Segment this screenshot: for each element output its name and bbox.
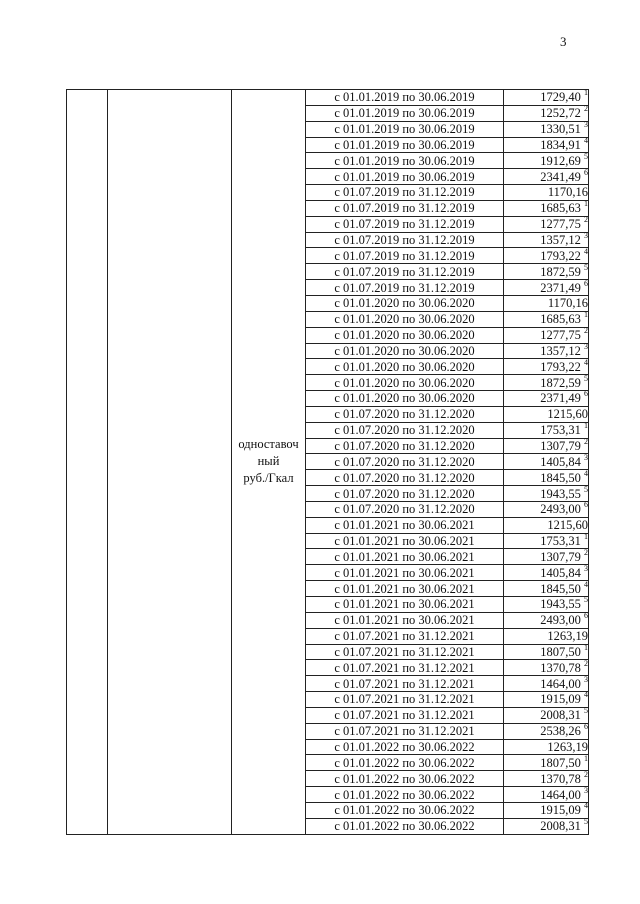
period-cell: с 01.01.2020 по 30.06.2020 (306, 359, 504, 375)
period-cell: с 01.07.2020 по 31.12.2020 (306, 501, 504, 517)
period-cell: с 01.01.2019 по 30.06.2019 (306, 137, 504, 153)
tariff-value-cell (504, 391, 589, 407)
tariff-type-line2: ный (257, 454, 280, 469)
footnote-marker: 2 (584, 547, 588, 557)
period-cell: с 01.01.2022 по 30.06.2022 (306, 787, 504, 803)
tariff-value: 2008,31 (540, 819, 581, 834)
tariff-value-cell (504, 105, 589, 121)
tariff-value-cell (504, 422, 589, 438)
period-cell: с 01.01.2022 по 30.06.2022 (306, 802, 504, 818)
tariff-value-cell (504, 90, 589, 106)
footnote-marker: 4 (584, 246, 588, 256)
tariff-value-cell (504, 264, 589, 280)
period-cell: с 01.01.2020 по 30.06.2020 (306, 327, 504, 343)
tariff-value: 2493,00 (540, 613, 581, 628)
tariff-value: 1277,75 (540, 217, 581, 232)
tariff-value-cell (504, 248, 589, 264)
tariff-value-cell (504, 597, 589, 613)
footnote-marker: 1 (584, 310, 588, 320)
tariff-type-line1: одноставоч (238, 437, 299, 452)
tariff-value-cell (504, 327, 589, 343)
footnote-marker: 2 (584, 658, 588, 668)
period-cell: с 01.07.2021 по 31.12.2021 (306, 707, 504, 723)
period-cell: с 01.07.2021 по 31.12.2021 (306, 644, 504, 660)
period-cell: с 01.07.2020 по 31.12.2020 (306, 470, 504, 486)
period-cell: с 01.01.2022 по 30.06.2022 (306, 739, 504, 755)
footnote-marker: 1 (584, 421, 588, 431)
tariff-value-cell (504, 359, 589, 375)
tariff-value-cell (504, 818, 589, 834)
tariff-value: 1915,09 (540, 692, 581, 707)
tariff-value-cell (504, 406, 589, 422)
footnote-marker: 5 (584, 817, 588, 827)
tariff-value: 1685,63 (540, 312, 581, 327)
tariff-value: 1263,19 (547, 629, 588, 644)
period-cell: с 01.07.2021 по 31.12.2021 (306, 628, 504, 644)
tariff-value-cell (504, 343, 589, 359)
footnote-marker: 3 (584, 120, 588, 130)
tariff-value: 1845,50 (540, 581, 581, 596)
tariff-value-cell (504, 121, 589, 137)
tariff-type-cell (232, 90, 306, 835)
tariff-value: 1807,50 (540, 644, 581, 659)
footnote-marker: 4 (584, 357, 588, 367)
period-cell: с 01.01.2019 по 30.06.2019 (306, 169, 504, 185)
footnote-marker: 5 (584, 262, 588, 272)
footnote-marker: 3 (584, 341, 588, 351)
period-cell: с 01.07.2019 по 31.12.2019 (306, 280, 504, 296)
tariff-value-cell (504, 787, 589, 803)
footnote-marker: 3 (584, 674, 588, 684)
period-cell: с 01.01.2020 по 30.06.2020 (306, 343, 504, 359)
period-cell: с 01.01.2020 по 30.06.2020 (306, 295, 504, 311)
footnote-marker: 6 (584, 500, 588, 510)
footnote-marker: 4 (584, 690, 588, 700)
tariff-value-cell (504, 581, 589, 597)
period-cell: с 01.07.2020 по 31.12.2020 (306, 406, 504, 422)
footnote-marker: 1 (584, 88, 588, 98)
footnote-marker: 5 (584, 595, 588, 605)
tariff-value-cell (504, 486, 589, 502)
tariff-value: 1943,55 (540, 486, 581, 501)
tariff-value: 1263,19 (547, 740, 588, 755)
footnote-marker: 5 (584, 484, 588, 494)
footnote-marker: 5 (584, 706, 588, 716)
tariff-value-cell (504, 723, 589, 739)
period-cell: с 01.07.2021 по 31.12.2021 (306, 723, 504, 739)
tariff-table-body (67, 90, 589, 835)
tariff-value-cell (504, 802, 589, 818)
tariff-value-cell (504, 771, 589, 787)
tariff-value-cell (504, 185, 589, 201)
footnote-marker: 6 (584, 167, 588, 177)
period-cell: с 01.07.2019 по 31.12.2019 (306, 232, 504, 248)
tariff-value: 2341,49 (540, 169, 581, 184)
tariff-value-cell (504, 153, 589, 169)
tariff-value: 1753,31 (540, 534, 581, 549)
tariff-value-cell (504, 232, 589, 248)
footnote-marker: 6 (584, 278, 588, 288)
tariff-value: 1277,75 (540, 328, 581, 343)
tariff-value-cell (504, 755, 589, 771)
period-cell: с 01.01.2019 по 30.06.2019 (306, 90, 504, 106)
tariff-value-cell (504, 200, 589, 216)
tariff-value-cell (504, 549, 589, 565)
table-row (67, 90, 589, 106)
footnote-marker: 4 (584, 135, 588, 145)
period-cell: с 01.01.2021 по 30.06.2021 (306, 612, 504, 628)
tariff-value: 1753,31 (540, 423, 581, 438)
period-cell: с 01.07.2019 по 31.12.2019 (306, 185, 504, 201)
tariff-value: 1330,51 (540, 122, 581, 137)
period-cell: с 01.07.2020 по 31.12.2020 (306, 422, 504, 438)
tariff-value-cell (504, 692, 589, 708)
tariff-value-cell (504, 644, 589, 660)
footnote-marker: 4 (584, 468, 588, 478)
tariff-value-cell (504, 501, 589, 517)
tariff-value: 1845,50 (540, 470, 581, 485)
tariff-value-cell (504, 169, 589, 185)
tariff-value: 1307,79 (540, 549, 581, 564)
empty-column-2-cell (108, 90, 232, 835)
footnote-marker: 2 (584, 769, 588, 779)
footnote-marker: 3 (584, 231, 588, 241)
period-cell: с 01.07.2020 по 31.12.2020 (306, 486, 504, 502)
tariff-value: 1170,16 (547, 185, 588, 200)
tariff-value-cell (504, 533, 589, 549)
tariff-value: 1370,78 (540, 660, 581, 675)
period-cell: с 01.07.2021 по 31.12.2021 (306, 692, 504, 708)
tariff-value: 1370,78 (540, 771, 581, 786)
tariff-value-cell (504, 470, 589, 486)
footnote-marker: 4 (584, 801, 588, 811)
tariff-value: 1464,00 (540, 676, 581, 691)
tariff-value: 1464,00 (540, 787, 581, 802)
footnote-marker: 6 (584, 611, 588, 621)
tariff-value: 1405,84 (540, 565, 581, 580)
tariff-value: 1357,12 (540, 343, 581, 358)
tariff-table (66, 89, 589, 835)
period-cell: с 01.01.2021 по 30.06.2021 (306, 517, 504, 533)
footnote-marker: 1 (584, 532, 588, 542)
footnote-marker: 4 (584, 579, 588, 589)
period-cell: с 01.07.2020 по 31.12.2020 (306, 454, 504, 470)
tariff-value-cell (504, 660, 589, 676)
period-cell: с 01.07.2021 по 31.12.2021 (306, 676, 504, 692)
tariff-value-cell (504, 311, 589, 327)
footnote-marker: 1 (584, 642, 588, 652)
tariff-value-cell (504, 676, 589, 692)
period-cell: с 01.01.2020 по 30.06.2020 (306, 391, 504, 407)
tariff-value: 1405,84 (540, 454, 581, 469)
period-cell: с 01.07.2021 по 31.12.2021 (306, 660, 504, 676)
tariff-value: 1685,63 (540, 201, 581, 216)
period-cell: с 01.07.2019 по 31.12.2019 (306, 200, 504, 216)
period-cell: с 01.01.2020 по 30.06.2020 (306, 311, 504, 327)
tariff-value: 1793,22 (540, 359, 581, 374)
period-cell: с 01.01.2019 по 30.06.2019 (306, 121, 504, 137)
period-cell: с 01.07.2019 по 31.12.2019 (306, 216, 504, 232)
tariff-value: 1793,22 (540, 248, 581, 263)
period-cell: с 01.01.2019 по 30.06.2019 (306, 105, 504, 121)
footnote-marker: 2 (584, 436, 588, 446)
tariff-value-cell (504, 375, 589, 391)
tariff-value: 1915,09 (540, 803, 581, 818)
footnote-marker: 3 (584, 785, 588, 795)
tariff-value-cell (504, 612, 589, 628)
footnote-marker: 6 (584, 722, 588, 732)
tariff-value-cell (504, 739, 589, 755)
footnote-marker: 1 (584, 753, 588, 763)
footnote-marker: 2 (584, 326, 588, 336)
tariff-value: 1170,16 (547, 296, 588, 311)
tariff-value: 1943,55 (540, 597, 581, 612)
tariff-value: 1215,60 (547, 407, 588, 422)
footnote-marker: 2 (584, 215, 588, 225)
page-number: 3 (560, 34, 567, 49)
tariff-value: 1252,72 (540, 106, 581, 121)
footnote-marker: 3 (584, 452, 588, 462)
period-cell: с 01.01.2021 по 30.06.2021 (306, 565, 504, 581)
footnote-marker: 5 (584, 151, 588, 161)
tariff-value: 1215,60 (547, 518, 588, 533)
tariff-value-cell (504, 707, 589, 723)
tariff-value-cell (504, 454, 589, 470)
footnote-marker: 5 (584, 373, 588, 383)
tariff-value: 2538,26 (540, 724, 581, 739)
tariff-value-cell (504, 280, 589, 296)
tariff-value: 1307,79 (540, 438, 581, 453)
period-cell: с 01.01.2021 по 30.06.2021 (306, 533, 504, 549)
tariff-value-cell (504, 295, 589, 311)
period-cell: с 01.01.2019 по 30.06.2019 (306, 153, 504, 169)
tariff-value: 2008,31 (540, 708, 581, 723)
tariff-value: 1807,50 (540, 755, 581, 770)
footnote-marker: 2 (584, 104, 588, 114)
period-cell: с 01.01.2020 по 30.06.2020 (306, 375, 504, 391)
tariff-value: 1872,59 (540, 375, 581, 390)
period-cell: с 01.07.2019 по 31.12.2019 (306, 264, 504, 280)
footnote-marker: 6 (584, 389, 588, 399)
tariff-value-cell (504, 438, 589, 454)
period-cell: с 01.07.2020 по 31.12.2020 (306, 438, 504, 454)
period-cell: с 01.01.2022 по 30.06.2022 (306, 818, 504, 834)
tariff-value: 2371,49 (540, 391, 581, 406)
period-cell: с 01.01.2021 по 30.06.2021 (306, 581, 504, 597)
tariff-value: 1912,69 (540, 153, 581, 168)
tariff-value: 2493,00 (540, 502, 581, 517)
period-cell: с 01.01.2022 по 30.06.2022 (306, 771, 504, 787)
tariff-value: 2371,49 (540, 280, 581, 295)
tariff-value: 1729,40 (540, 90, 581, 105)
footnote-marker: 3 (584, 563, 588, 573)
tariff-value: 1357,12 (540, 233, 581, 248)
period-cell: с 01.01.2021 по 30.06.2021 (306, 549, 504, 565)
period-cell: с 01.01.2021 по 30.06.2021 (306, 597, 504, 613)
footnote-marker: 1 (584, 199, 588, 209)
tariff-value: 1872,59 (540, 264, 581, 279)
period-cell: с 01.07.2019 по 31.12.2019 (306, 248, 504, 264)
tariff-value-cell (504, 565, 589, 581)
tariff-value-cell (504, 216, 589, 232)
tariff-value: 1834,91 (540, 137, 581, 152)
tariff-value-cell (504, 628, 589, 644)
period-cell: с 01.01.2022 по 30.06.2022 (306, 755, 504, 771)
empty-column-1-cell (67, 90, 108, 835)
tariff-type-line3: руб./Гкал (243, 471, 294, 486)
tariff-value-cell (504, 517, 589, 533)
tariff-value-cell (504, 137, 589, 153)
